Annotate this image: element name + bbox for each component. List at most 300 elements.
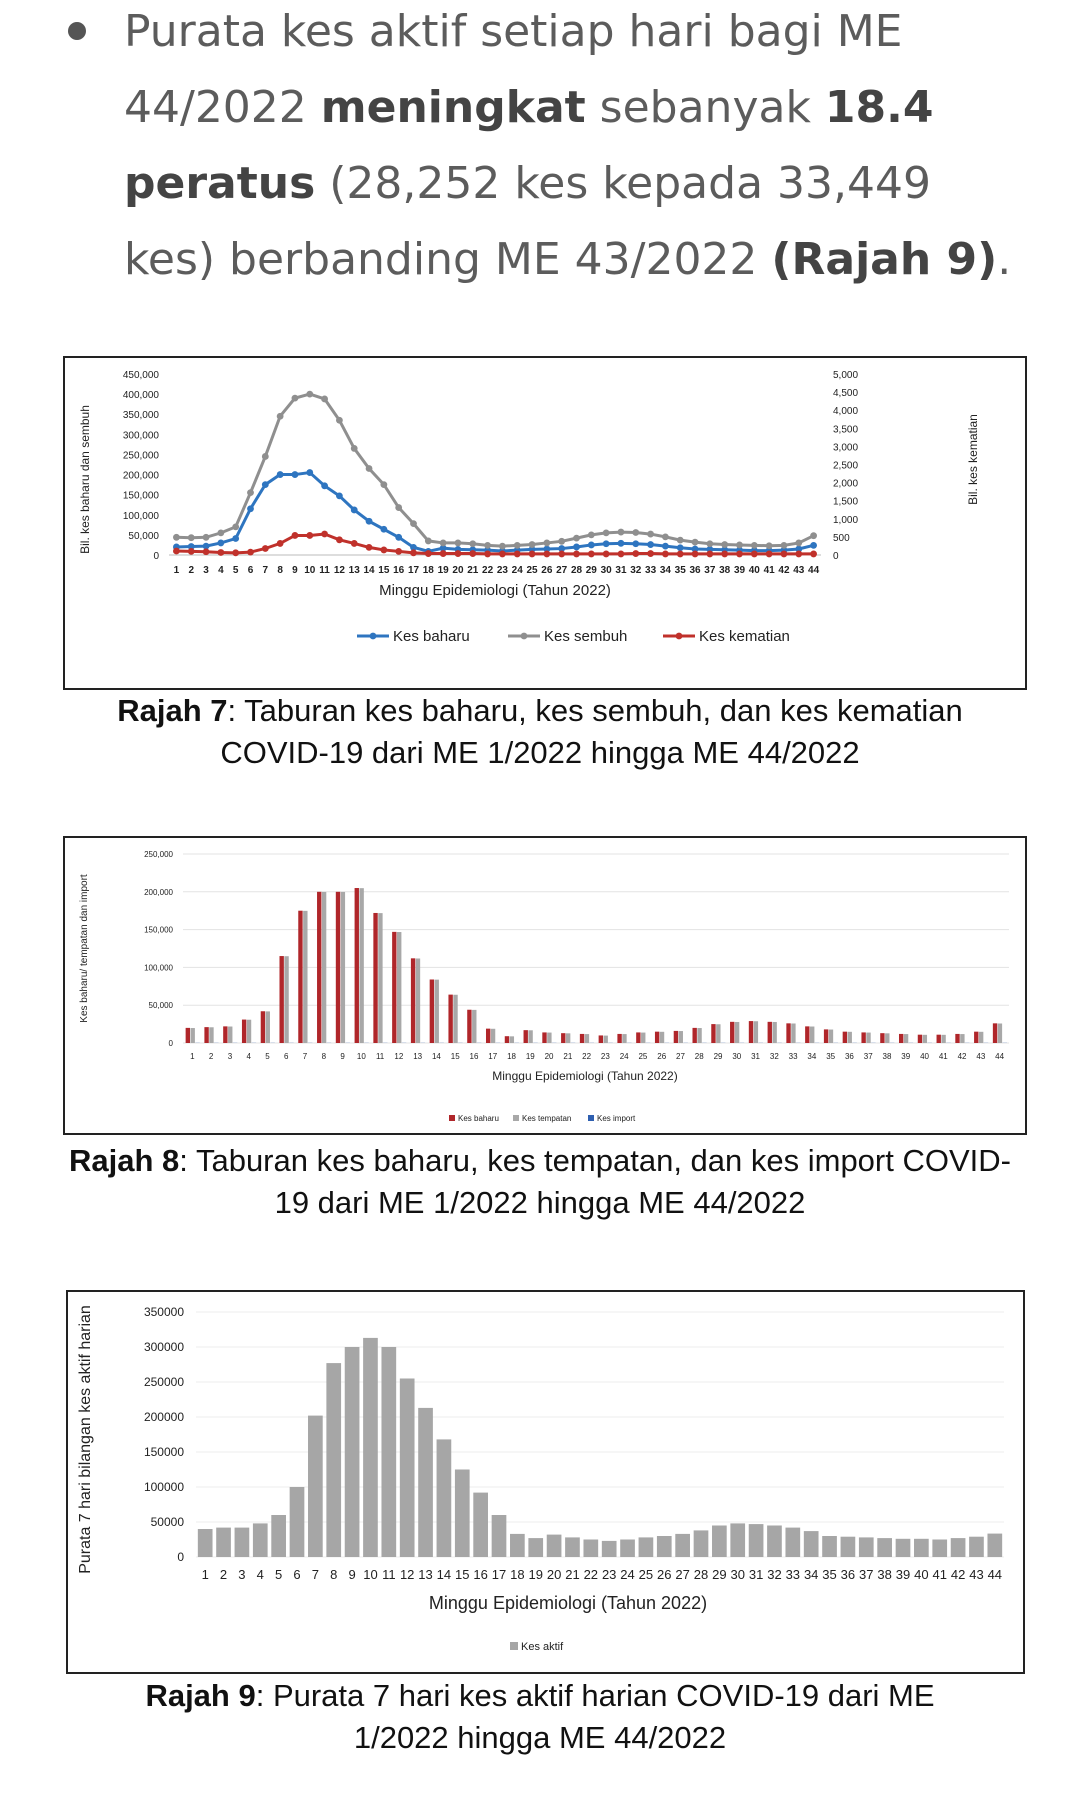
x-tick-label: 40: [914, 1567, 929, 1582]
data-point: [232, 523, 239, 530]
y-tick-label: 250,000: [122, 450, 159, 462]
bar: [209, 1027, 213, 1043]
data-point: [203, 548, 210, 555]
y-tick-label: 50000: [150, 1515, 184, 1529]
bar: [620, 1540, 635, 1558]
bar: [566, 1033, 570, 1043]
x-tick-label: 17: [407, 565, 420, 576]
data-point: [247, 489, 254, 496]
legend-swatch: [588, 1115, 594, 1121]
bar: [528, 1538, 543, 1557]
x-tick-label: 10: [356, 1052, 366, 1061]
y2-tick-label: 1,500: [833, 496, 859, 508]
data-point: [588, 542, 595, 549]
bar: [242, 1020, 246, 1043]
x-tick-label: 41: [938, 1052, 948, 1061]
data-point: [514, 551, 521, 558]
x-tick-label: 35: [674, 565, 686, 576]
data-point: [292, 395, 299, 402]
x-tick-label: 22: [583, 1567, 599, 1582]
data-point: [469, 550, 476, 557]
bar: [861, 1032, 865, 1043]
x-tick-label: 41: [763, 565, 775, 576]
data-point: [380, 481, 387, 488]
data-point: [395, 534, 402, 541]
bar: [473, 1493, 488, 1557]
x-tick-label: 28: [693, 1567, 709, 1582]
bar: [524, 1030, 528, 1043]
bar: [322, 892, 326, 1043]
data-point: [706, 540, 713, 547]
data-point: [410, 520, 417, 527]
bar: [993, 1023, 997, 1043]
bar: [786, 1023, 790, 1043]
data-point: [632, 540, 639, 547]
bar: [730, 1022, 734, 1043]
data-point: [573, 551, 580, 558]
data-point: [662, 551, 669, 558]
data-point: [751, 542, 758, 549]
caption-rajah-8-text: : Taburan kes baharu, kes tempatan, dan kes import COVID-19 dari ME 1/2022 hingga ME 44/2022: [179, 1143, 1011, 1220]
x-tick-label: 3: [203, 565, 209, 576]
bar: [768, 1022, 772, 1043]
x-tick-label: 10: [304, 565, 316, 576]
data-point: [795, 540, 802, 547]
x-tick-label: 26: [657, 1567, 672, 1582]
x-tick-label: 16: [473, 1567, 488, 1582]
bar: [937, 1035, 941, 1043]
bar: [866, 1033, 870, 1043]
x-tick-label: 24: [620, 1567, 635, 1582]
bar: [583, 1540, 598, 1558]
y2-tick-label: 5,000: [833, 370, 859, 381]
bar: [822, 1536, 837, 1557]
x-tick-label: 4: [246, 1052, 251, 1061]
x-tick-label: 14: [363, 565, 375, 576]
x-tick-label: 40: [920, 1052, 929, 1061]
chart-rajah-8: [63, 836, 1027, 1135]
x-tick-label: 1: [190, 1052, 195, 1061]
x-tick-label: 42: [957, 1052, 967, 1061]
x-tick-label: 20: [546, 1567, 562, 1582]
data-point: [351, 540, 358, 547]
bar: [505, 1036, 509, 1043]
bar: [692, 1028, 696, 1043]
x-axis-label: Minggu Epidemiologi (Tahun 2022): [428, 1593, 708, 1613]
bar: [829, 1030, 833, 1043]
y-tick-label: 0: [177, 1550, 184, 1564]
data-point: [810, 532, 817, 539]
x-tick-label: 6: [293, 1567, 301, 1582]
x-tick-label: 27: [556, 565, 568, 576]
data-point: [292, 532, 299, 539]
bar: [284, 956, 288, 1043]
data-point: [810, 551, 817, 558]
x-tick-label: 9: [340, 1052, 345, 1061]
x-tick-label: 11: [319, 565, 330, 576]
x-tick-label: 5: [265, 1052, 270, 1061]
y-tick-label: 50,000: [128, 530, 159, 542]
bar: [341, 892, 345, 1043]
y-tick-label: 50,000: [148, 1001, 173, 1011]
bar: [824, 1029, 828, 1043]
x-tick-label: 15: [450, 1052, 460, 1061]
data-point: [766, 551, 773, 558]
x-tick-label: 6: [247, 565, 254, 576]
y2-tick-label: 3,000: [833, 442, 859, 454]
x-tick-label: 23: [496, 565, 508, 576]
bar: [437, 1439, 452, 1557]
x-tick-label: 18: [422, 565, 434, 576]
data-point: [336, 536, 343, 543]
y-tick-label: 300,000: [122, 430, 159, 442]
bar: [378, 913, 382, 1043]
bar: [472, 1010, 476, 1043]
x-tick-label: 13: [413, 1052, 423, 1061]
x-tick-label: 29: [713, 1052, 723, 1061]
bar: [716, 1024, 720, 1043]
bar: [492, 1515, 507, 1557]
data-point: [232, 535, 239, 542]
y2-tick-label: 0: [833, 551, 839, 562]
bar: [303, 911, 307, 1043]
bar: [974, 1032, 978, 1043]
bar: [804, 1531, 819, 1557]
x-tick-label: 7: [311, 1567, 319, 1582]
bar: [359, 888, 363, 1043]
x-tick-label: 20: [452, 565, 464, 576]
bar: [418, 1408, 433, 1557]
bullet-dot-icon: [68, 22, 86, 40]
bullet-text-part: (28,252 kes kepada 33,449 kes) berbanding ME 43/2022: [124, 158, 931, 285]
bar: [435, 980, 439, 1043]
x-tick-label: 15: [378, 565, 390, 576]
data-point: [455, 540, 462, 547]
bar: [397, 932, 401, 1043]
x-tick-label: 34: [659, 565, 671, 576]
x-tick-label: 19: [528, 1567, 543, 1582]
x-tick-label: 39: [895, 1567, 911, 1582]
legend-label: Kes tempatan: [522, 1114, 572, 1123]
y-tick-label: 200,000: [144, 887, 173, 897]
legend-marker: [676, 633, 683, 640]
y-axis-label: Kes baharu/ tempatan dan import: [79, 874, 90, 1023]
bar: [636, 1032, 640, 1043]
data-point: [529, 551, 536, 558]
data-point: [188, 534, 195, 541]
x-tick-label: 43: [969, 1567, 984, 1582]
y-tick-label: 0: [168, 1039, 173, 1048]
bar: [639, 1537, 654, 1557]
data-point: [603, 529, 610, 536]
x-tick-label: 21: [565, 1567, 580, 1582]
bar: [411, 958, 415, 1043]
data-point: [662, 534, 669, 541]
data-point: [380, 547, 387, 554]
x-tick-label: 18: [507, 1052, 516, 1061]
data-point: [543, 551, 550, 558]
bar: [561, 1033, 565, 1043]
y2-tick-label: 500: [833, 532, 850, 544]
bar: [641, 1033, 645, 1043]
bar: [186, 1028, 190, 1043]
bar: [416, 958, 420, 1043]
data-point: [395, 504, 402, 511]
legend-swatch: [510, 1642, 518, 1650]
x-tick-label: 25: [638, 1052, 648, 1061]
bar: [675, 1534, 690, 1557]
bar: [843, 1032, 847, 1043]
x-tick-label: 12: [399, 1567, 415, 1582]
chart-rajah-7: [63, 356, 1027, 690]
bar: [998, 1023, 1002, 1043]
chart-rajah-9-svg: [68, 1292, 1023, 1672]
bar: [216, 1528, 231, 1557]
y-tick-label: 0: [153, 551, 159, 562]
x-tick-label: 32: [769, 1052, 779, 1061]
data-point: [336, 417, 343, 424]
bar: [841, 1537, 856, 1557]
bar: [932, 1540, 947, 1558]
x-tick-label: 2: [208, 1052, 214, 1061]
x-tick-label: 3: [238, 1567, 246, 1582]
data-point: [706, 551, 713, 558]
data-point: [766, 542, 773, 549]
y-tick-label: 100,000: [144, 963, 173, 973]
bar: [880, 1033, 884, 1043]
x-tick-label: 39: [901, 1052, 911, 1061]
bar: [198, 1529, 213, 1557]
data-point: [188, 548, 195, 555]
data-point: [277, 471, 284, 478]
y-tick-label: 450,000: [122, 370, 159, 381]
bar: [660, 1032, 664, 1043]
y2-tick-label: 3,500: [833, 424, 859, 436]
data-point: [440, 550, 447, 557]
x-tick-label: 30: [730, 1567, 745, 1582]
x-tick-label: 21: [467, 565, 479, 576]
caption-rajah-7: [0, 690, 1080, 774]
data-point: [677, 551, 684, 558]
x-tick-label: 31: [751, 1052, 761, 1061]
x-tick-label: 6: [284, 1052, 289, 1061]
bar: [585, 1034, 589, 1043]
data-point: [692, 539, 699, 546]
data-point: [588, 551, 595, 558]
x-tick-label: 7: [302, 1052, 308, 1061]
bar: [657, 1536, 672, 1557]
x-tick-label: 42: [950, 1567, 966, 1582]
data-point: [677, 537, 684, 544]
x-tick-label: 34: [807, 1052, 817, 1061]
x-tick-label: 37: [704, 565, 716, 576]
bar: [266, 1011, 270, 1043]
bar: [791, 1023, 795, 1043]
bar: [712, 1526, 727, 1558]
data-point: [277, 413, 284, 420]
bar: [430, 979, 434, 1043]
x-tick-label: 9: [292, 565, 298, 576]
bar: [326, 1363, 341, 1557]
x-tick-label: 38: [877, 1567, 892, 1582]
data-point: [692, 551, 699, 558]
x-tick-label: 18: [510, 1567, 525, 1582]
bar: [697, 1028, 701, 1043]
legend-marker: [370, 633, 377, 640]
bar: [904, 1034, 908, 1043]
data-point: [529, 541, 536, 548]
bar: [674, 1031, 678, 1043]
bar: [298, 911, 302, 1043]
y-tick-label: 150,000: [122, 490, 159, 502]
bullet-text: [124, 0, 1024, 298]
x-tick-label: 30: [600, 565, 612, 576]
y2-axis-label: Bil. kes kematian: [966, 414, 980, 505]
data-point: [203, 534, 210, 541]
data-point: [736, 551, 743, 558]
x-tick-label: 44: [995, 1052, 1005, 1061]
bar: [859, 1537, 874, 1557]
bar: [455, 1470, 470, 1558]
x-tick-label: 30: [732, 1052, 742, 1061]
x-axis-label: Minggu Epidemiologi (Tahun 2022): [379, 582, 611, 599]
x-tick-label: 33: [645, 565, 657, 576]
bar: [317, 892, 321, 1043]
x-tick-label: 20: [544, 1052, 554, 1061]
x-tick-label: 13: [348, 565, 360, 576]
x-tick-label: 2: [219, 1567, 228, 1582]
bar: [290, 1487, 305, 1557]
x-tick-label: 1: [201, 1567, 209, 1582]
legend-label: Kes baharu: [458, 1114, 499, 1123]
bullet-bold-meningkat: meningkat: [320, 82, 586, 133]
x-tick-label: 43: [976, 1052, 986, 1061]
bar: [261, 1011, 265, 1043]
data-point: [484, 551, 491, 558]
caption-rajah-9-text: : Purata 7 hari kes aktif harian COVID-19 dari ME 1/2022 hingga ME 44/2022: [255, 1678, 935, 1755]
bar: [448, 995, 452, 1043]
y-tick-label: 150000: [143, 1445, 184, 1459]
x-tick-label: 26: [541, 565, 553, 576]
data-point: [499, 551, 506, 558]
bar: [228, 1027, 232, 1043]
bar: [805, 1026, 809, 1043]
x-tick-label: 28: [570, 565, 583, 576]
x-tick-label: 38: [719, 565, 731, 576]
x-tick-label: 12: [394, 1052, 404, 1061]
data-point: [736, 542, 743, 549]
data-point: [321, 482, 328, 489]
data-point: [217, 549, 224, 556]
data-point: [618, 551, 625, 558]
data-point: [558, 538, 565, 545]
data-point: [395, 548, 402, 555]
x-tick-label: 34: [803, 1567, 819, 1582]
bar: [542, 1032, 546, 1043]
legend-swatch: [449, 1115, 455, 1121]
y-tick-label: 200000: [143, 1410, 184, 1424]
x-tick-label: 37: [859, 1567, 874, 1582]
data-point: [662, 543, 669, 550]
x-tick-label: 39: [733, 565, 746, 576]
data-point: [440, 540, 447, 547]
data-point: [573, 535, 580, 542]
y-tick-label: 100,000: [122, 510, 159, 522]
data-point: [647, 541, 654, 548]
x-tick-label: 24: [619, 1052, 629, 1061]
x-tick-label: 29: [585, 565, 597, 576]
x-tick-label: 8: [330, 1567, 338, 1582]
legend-label: Kes baharu: [393, 628, 470, 645]
x-tick-label: 31: [615, 565, 627, 576]
data-point: [366, 518, 373, 525]
bar: [253, 1523, 268, 1557]
x-tick-label: 8: [321, 1052, 327, 1061]
x-tick-label: 19: [437, 565, 449, 576]
data-point: [351, 507, 358, 514]
chart-rajah-9: [66, 1290, 1025, 1674]
x-tick-label: 37: [863, 1052, 873, 1061]
bar: [694, 1530, 709, 1557]
x-tick-label: 24: [511, 565, 523, 576]
bar: [604, 1036, 608, 1043]
bar: [987, 1534, 1002, 1557]
y-axis-label: Purata 7 hari bilangan kes aktif harian: [77, 1305, 94, 1574]
x-tick-label: 9: [348, 1567, 356, 1582]
data-point: [321, 531, 328, 538]
data-point: [603, 540, 610, 547]
bar: [547, 1033, 551, 1043]
x-tick-label: 32: [630, 565, 642, 576]
bar: [467, 1010, 471, 1043]
x-tick-label: 33: [785, 1567, 801, 1582]
bar: [528, 1030, 532, 1043]
data-point: [306, 391, 313, 398]
data-point: [721, 551, 728, 558]
data-point: [351, 445, 358, 452]
y-tick-label: 100000: [143, 1480, 184, 1494]
data-point: [425, 538, 432, 545]
data-point: [306, 469, 313, 476]
x-tick-label: 29: [712, 1567, 727, 1582]
data-point: [262, 481, 269, 488]
bar: [810, 1027, 814, 1043]
y2-tick-label: 2,000: [833, 478, 859, 490]
x-tick-label: 13: [418, 1567, 433, 1582]
x-tick-label: 32: [767, 1567, 782, 1582]
x-tick-label: 2: [188, 565, 195, 576]
data-point: [618, 540, 625, 547]
data-point: [455, 550, 462, 557]
x-tick-label: 36: [844, 1052, 854, 1061]
bar: [308, 1416, 323, 1557]
bar: [381, 1347, 396, 1557]
bar: [373, 913, 377, 1043]
legend-label: Kes aktif: [521, 1641, 564, 1653]
x-tick-label: 44: [808, 565, 820, 576]
x-tick-label: 1: [173, 565, 180, 576]
x-tick-label: 31: [748, 1567, 764, 1582]
x-tick-label: 22: [482, 565, 494, 576]
bar: [923, 1035, 927, 1043]
x-tick-label: 38: [882, 1052, 892, 1061]
x-tick-label: 4: [218, 565, 224, 576]
bar: [785, 1528, 800, 1557]
x-tick-label: 3: [227, 1052, 233, 1061]
caption-rajah-8-bold: Rajah 8: [69, 1143, 180, 1178]
bar: [355, 888, 359, 1043]
bar: [955, 1034, 959, 1043]
